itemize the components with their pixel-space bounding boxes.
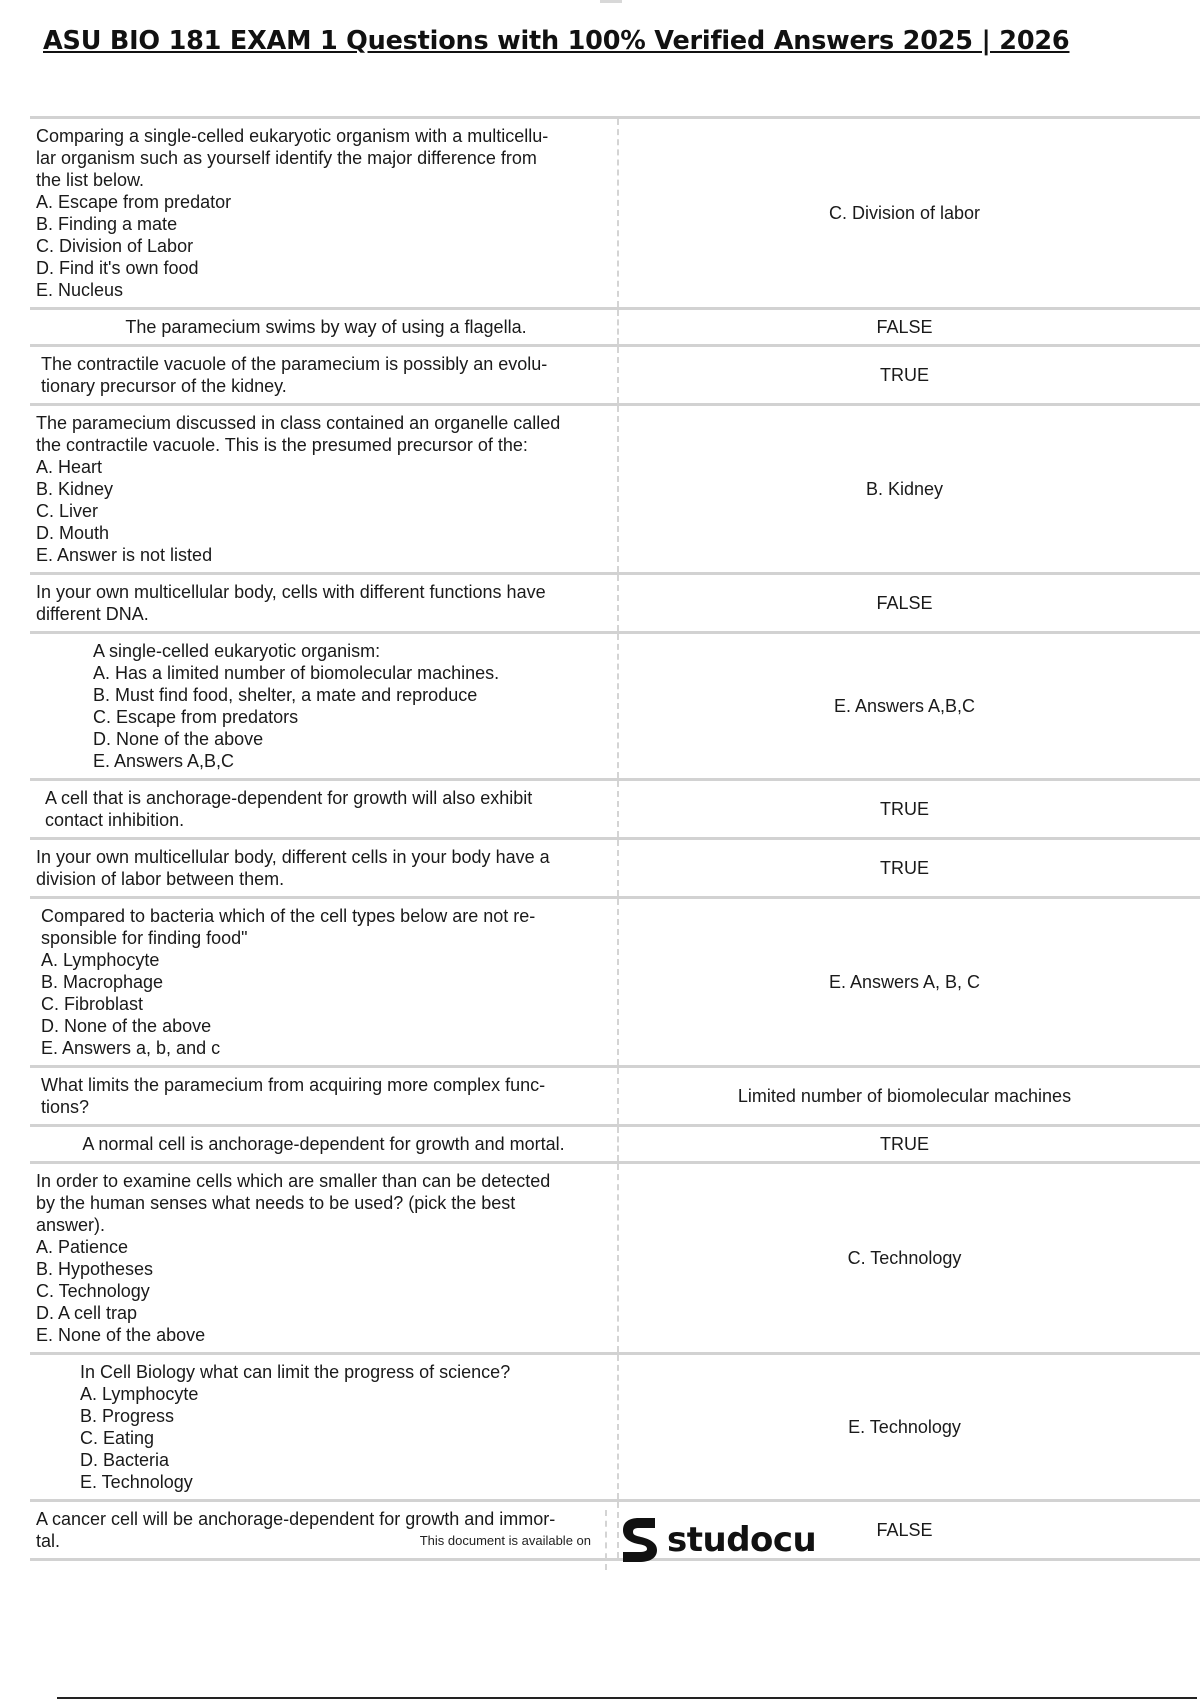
bottom-rule: [57, 1697, 1197, 1699]
question-line: What limits the paramecium from acquiring more complex func-: [41, 1075, 546, 1095]
question-line: B. Macrophage: [41, 972, 164, 992]
question-line: In Cell Biology what can limit the progress of science?: [80, 1362, 511, 1382]
question-line: the contractile vacuole. This is the presumed precursor of the:: [36, 435, 528, 455]
question-cell: [30, 839, 618, 898]
question-line: A. Patience: [36, 1237, 129, 1257]
qa-table: [30, 116, 1200, 1561]
question-cell: [30, 309, 618, 346]
question-line: The contractile vacuole of the paramecium is possibly an evolu-: [41, 354, 548, 374]
question-line: D. A cell trap: [36, 1303, 138, 1323]
answer-cell: TRUE: [618, 839, 1200, 898]
question-cell: [30, 1126, 618, 1163]
table-row: [30, 1354, 1200, 1501]
answer-cell: TRUE: [618, 780, 1200, 839]
answer-cell: Limited number of biomolecular machines: [618, 1067, 1200, 1126]
question-cell: [30, 118, 618, 309]
question-line: E. Technology: [80, 1472, 193, 1492]
question-line: A. Heart: [36, 457, 103, 477]
table-row: [30, 405, 1200, 574]
question-line: B. Hypotheses: [36, 1259, 154, 1279]
question-line: C. Technology: [36, 1281, 150, 1301]
question-line: The paramecium swims by way of using a flagella.: [125, 317, 527, 337]
answer-cell: E. Technology: [618, 1354, 1200, 1501]
question-line: D. Find it's own food: [36, 258, 199, 278]
question-cell: [30, 1163, 618, 1354]
answer-cell: TRUE: [618, 346, 1200, 405]
question-cell: [30, 405, 618, 574]
question-line: In order to examine cells which are smaller than can be detected: [36, 1171, 551, 1191]
question-line: In your own multicellular body, different cells in your body have a: [36, 847, 550, 867]
question-line: A. Escape from predator: [36, 192, 232, 212]
question-line: E. Answers a, b, and c: [41, 1038, 221, 1058]
answer-cell: TRUE: [618, 1126, 1200, 1163]
question-cell: [30, 1067, 618, 1126]
answer-cell: C. Division of labor: [618, 118, 1200, 309]
question-line: B. Kidney: [36, 479, 114, 499]
document-title: ASU BIO 181 EXAM 1 Questions with 100% Verified Answers 2025 | 2026: [43, 26, 1070, 56]
question-line: A cell that is anchorage-dependent for growth will also exhibit: [45, 788, 533, 808]
question-cell: [30, 780, 618, 839]
question-line: A normal cell is anchorage-dependent for growth and mortal.: [82, 1134, 565, 1154]
question-line: C. Liver: [36, 501, 99, 521]
table-row: [30, 780, 1200, 839]
question-line: contact inhibition.: [45, 810, 185, 830]
question-line: D. None of the above: [93, 729, 264, 749]
answer-cell: C. Technology: [618, 1163, 1200, 1354]
question-line: different DNA.: [36, 604, 149, 624]
studocu-wordmark: studocu: [667, 1520, 817, 1560]
table-row: [30, 1163, 1200, 1354]
question-line: D. Bacteria: [80, 1450, 170, 1470]
answer-cell: FALSE: [618, 574, 1200, 633]
question-line: The paramecium discussed in class contained an organelle called: [36, 413, 561, 433]
answer-cell: E. Answers A,B,C: [618, 633, 1200, 780]
question-line: A. Lymphocyte: [80, 1384, 199, 1404]
question-line: D. Mouth: [36, 523, 110, 543]
question-line: A single-celled eukaryotic organism:: [93, 641, 381, 661]
question-cell: [30, 898, 618, 1067]
table-row: [30, 574, 1200, 633]
question-line: Comparing a single-celled eukaryotic organism with a multicellu-: [36, 126, 549, 146]
answer-cell: FALSE: [618, 309, 1200, 346]
table-row: [30, 898, 1200, 1067]
studocu-link[interactable]: [605, 1510, 816, 1570]
question-line: E. Answers A,B,C: [93, 751, 235, 771]
table-row: [30, 1126, 1200, 1163]
question-line: by the human senses what needs to be used? (pick the best: [36, 1193, 516, 1213]
question-line: C. Fibroblast: [41, 994, 144, 1014]
studocu-logo-icon: [617, 1516, 661, 1564]
footer-available-text: This document is available on: [419, 1532, 591, 1548]
question-line: E. Nucleus: [36, 280, 124, 300]
question-line: sponsible for finding food": [41, 928, 248, 948]
answer-cell: E. Answers A, B, C: [618, 898, 1200, 1067]
footer: [30, 1510, 1200, 1570]
answer-cell: B. Kidney: [618, 405, 1200, 574]
question-line: C. Eating: [80, 1428, 155, 1448]
question-line: B. Progress: [80, 1406, 175, 1426]
question-line: C. Escape from predators: [93, 707, 299, 727]
question-cell: [30, 574, 618, 633]
question-line: C. Division of Labor: [36, 236, 194, 256]
question-line: E. Answer is not listed: [36, 545, 213, 565]
question-line: B. Must find food, shelter, a mate and reproduce: [93, 685, 478, 705]
question-line: A. Has a limited number of biomolecular machines.: [93, 663, 500, 683]
question-line: Compared to bacteria which of the cell types below are not re-: [41, 906, 536, 926]
table-row: [30, 346, 1200, 405]
question-line: In your own multicellular body, cells with different functions have: [36, 582, 546, 602]
table-row: [30, 839, 1200, 898]
question-line: tionary precursor of the kidney.: [41, 376, 287, 396]
question-line: tions?: [41, 1097, 90, 1117]
question-line: division of labor between them.: [36, 869, 285, 889]
answer-cell: FALSE: [618, 1501, 1200, 1560]
question-line: A. Lymphocyte: [41, 950, 160, 970]
table-row: [30, 1067, 1200, 1126]
question-cell: [30, 1354, 618, 1501]
table-row: [30, 309, 1200, 346]
top-edge-mark: [600, 0, 622, 3]
question-cell: [30, 633, 618, 780]
question-cell: [30, 346, 618, 405]
question-line: lar organism such as yourself identify the major difference from: [36, 148, 537, 168]
question-line: A cancer cell will be anchorage-dependent for growth and immor-: [36, 1509, 556, 1529]
table-row: [30, 118, 1200, 309]
question-line: D. None of the above: [41, 1016, 212, 1036]
question-line: the list below.: [36, 170, 145, 190]
question-line: answer).: [36, 1215, 106, 1235]
question-line: E. None of the above: [36, 1325, 206, 1345]
table-row: [30, 633, 1200, 780]
question-line: tal.: [36, 1531, 61, 1551]
question-line: B. Finding a mate: [36, 214, 178, 234]
